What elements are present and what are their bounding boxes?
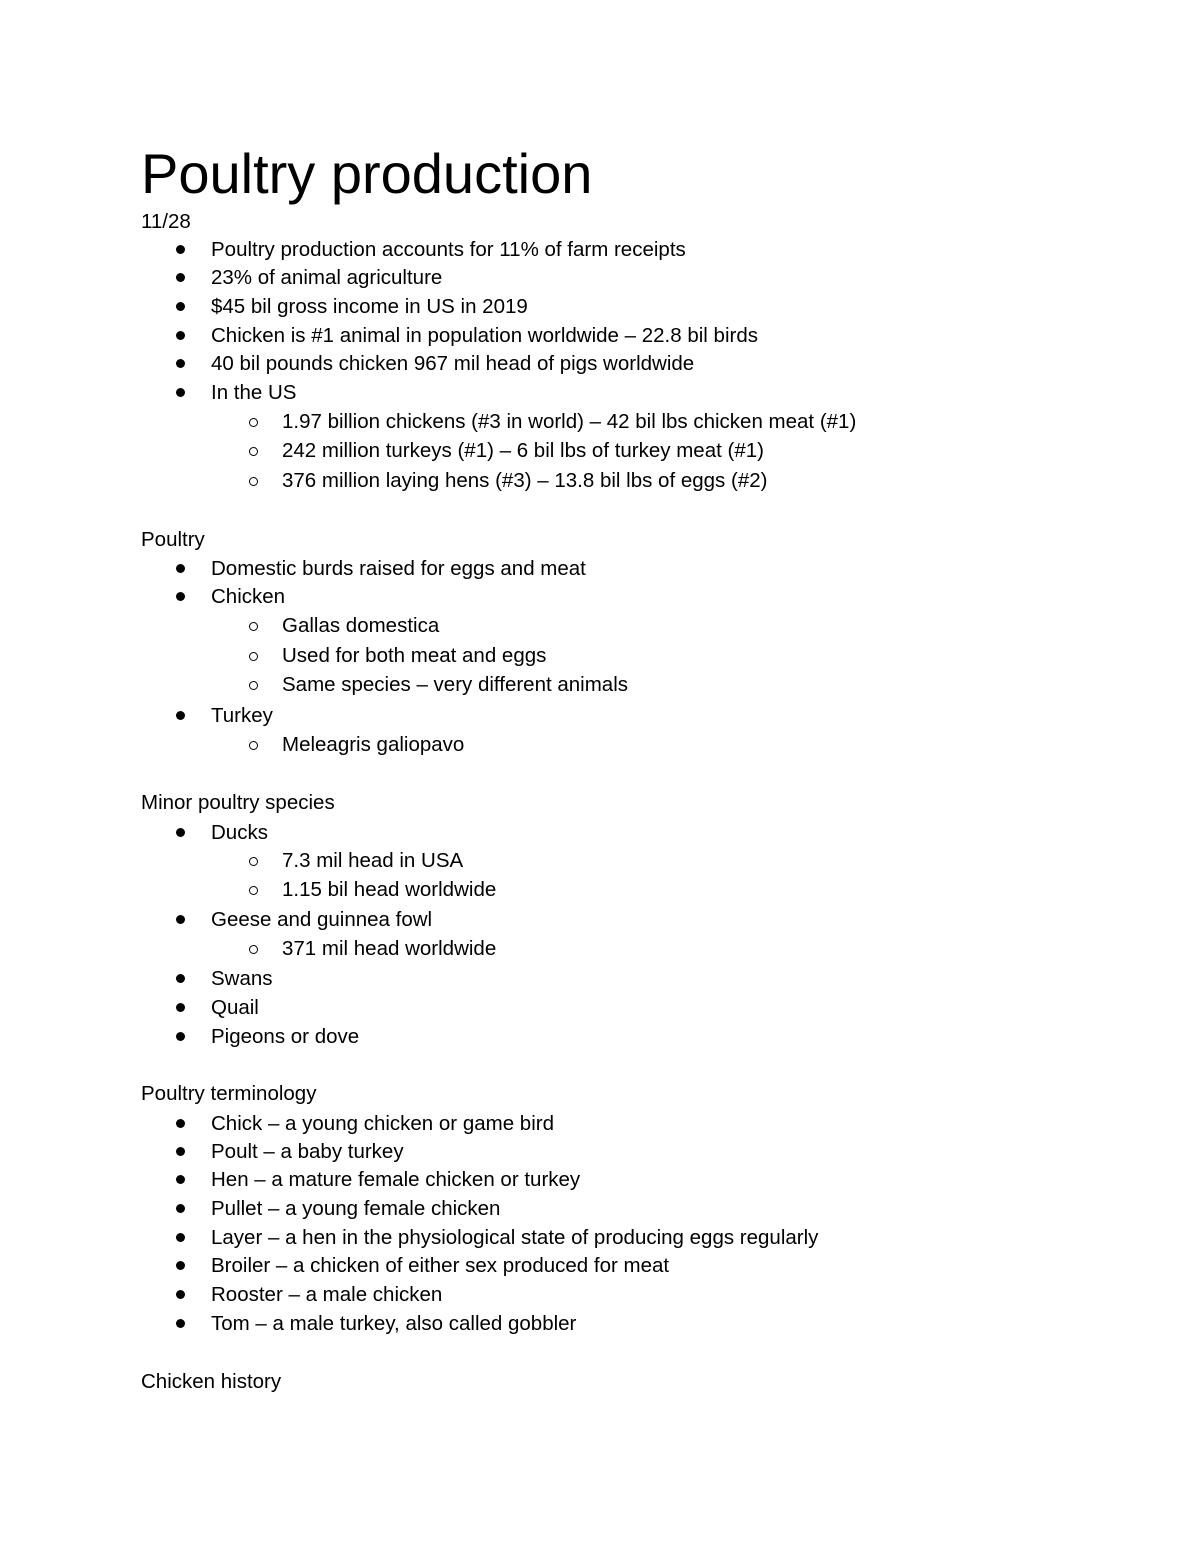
date-label: 11/28 [141,210,191,233]
sub-list-item: Used for both meat and eggs [282,644,547,667]
list-item: $45 bil gross income in US in 2019 [211,295,528,318]
list-item: Rooster – a male chicken [211,1283,443,1306]
list-item: Chick – a young chicken or game bird [211,1112,554,1135]
page-title: Poultry production [141,142,593,205]
bullet-icon [176,1119,185,1128]
sub-list-item: Same species – very different animals [282,673,629,696]
list-item: Pullet – a young female chicken [211,1197,501,1220]
bullet-icon [176,359,185,368]
bullet-icon [176,302,185,311]
sub-list-item: 376 million laying hens (#3) – 13.8 bil lbs of eggs (#2) [282,469,768,492]
sub-bullet-icon [249,418,258,427]
bullet-icon [176,828,185,837]
sub-bullet-icon [249,945,258,954]
bullet-icon [176,331,185,340]
sub-list-item: 242 million turkeys (#1) – 6 bil lbs of turkey meat (#1) [282,439,764,462]
list-item: Chicken is #1 animal in population worldwide – 22.8 bil birds [211,324,758,347]
bullet-icon [176,273,185,282]
section-heading-poultry: Poultry [141,528,205,551]
bullet-icon [176,592,185,601]
bullet-icon [176,245,185,254]
section-heading-minor: Minor poultry species [141,791,335,814]
bullet-icon [176,915,185,924]
bullet-icon [176,1204,185,1213]
list-item: Geese and guinnea fowl [211,908,433,931]
sub-bullet-icon [249,622,258,631]
list-item: Quail [211,996,259,1019]
list-item: Hen – a mature female chicken or turkey [211,1168,581,1191]
list-item: Swans [211,967,273,990]
list-item: Chicken [211,585,286,608]
bullet-icon [176,1261,185,1270]
list-item: Pigeons or dove [211,1025,360,1048]
bullet-icon [176,1233,185,1242]
sub-list-item: Meleagris galiopavo [282,733,465,756]
sub-list-item: 7.3 mil head in USA [282,849,464,872]
list-item: 40 bil pounds chicken 967 mil head of pigs worldwide [211,352,695,375]
sub-list-item: 1.97 billion chickens (#3 in world) – 42 bil lbs chicken meat (#1) [282,410,857,433]
sub-bullet-icon [249,447,258,456]
list-item: Layer – a hen in the physiological state of producing eggs regularly [211,1226,819,1249]
section-heading-terminology: Poultry terminology [141,1082,317,1105]
list-item: Ducks [211,821,268,844]
bullet-icon [176,1175,185,1184]
sub-bullet-icon [249,681,258,690]
sub-bullet-icon [249,477,258,486]
list-item: Poultry production accounts for 11% of farm receipts [211,238,686,261]
sub-list-item: 371 mil head worldwide [282,937,497,960]
bullet-icon [176,1147,185,1156]
sub-list-item: 1.15 bil head worldwide [282,878,497,901]
bullet-icon [176,1319,185,1328]
bullet-icon [176,711,185,720]
list-item: In the US [211,381,297,404]
list-item: 23% of animal agriculture [211,266,443,289]
bullet-icon [176,388,185,397]
bullet-icon [176,1290,185,1299]
sub-bullet-icon [249,652,258,661]
section-heading-history: Chicken history [141,1370,282,1393]
sub-bullet-icon [249,886,258,895]
bullet-icon [176,1032,185,1041]
bullet-icon [176,564,185,573]
list-item: Turkey [211,704,273,727]
sub-list-item: Gallas domestica [282,614,440,637]
list-item: Poult – a baby turkey [211,1140,404,1163]
sub-bullet-icon [249,857,258,866]
bullet-icon [176,974,185,983]
list-item: Tom – a male turkey, also called gobbler [211,1312,577,1335]
bullet-icon [176,1003,185,1012]
list-item: Broiler – a chicken of either sex produced for meat [211,1254,670,1277]
list-item: Domestic burds raised for eggs and meat [211,557,586,580]
sub-bullet-icon [249,741,258,750]
